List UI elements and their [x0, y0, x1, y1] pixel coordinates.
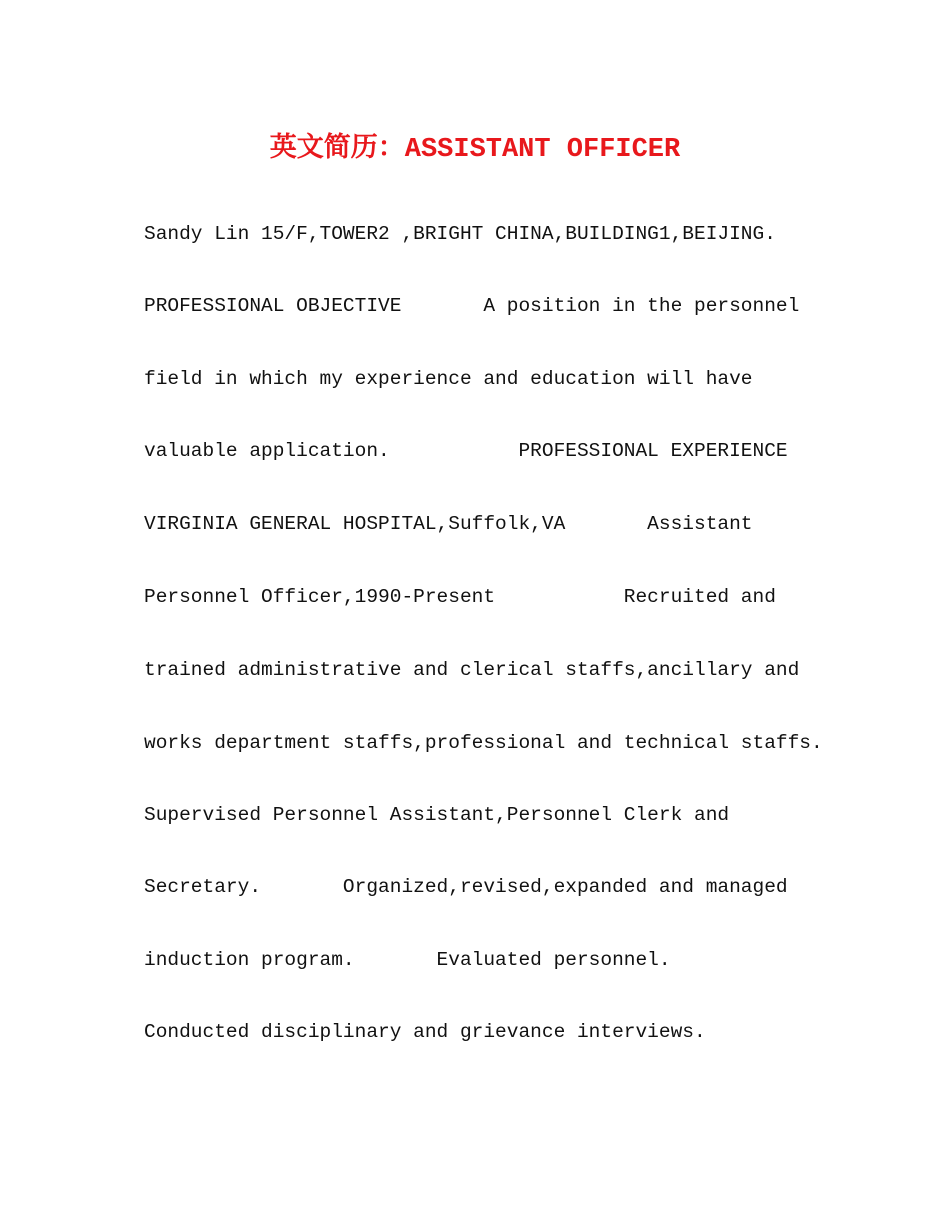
body-line-employer: VIRGINIA GENERAL HOSPITAL,Suffolk,VA Assistant — [144, 513, 753, 535]
body-line-position: Personnel Officer,1990-Present Recruited and — [144, 586, 776, 608]
body-line: induction program. Evaluated personnel. — [144, 949, 671, 971]
title-chinese: 英文简历： — [269, 132, 405, 163]
title-english: ASSISTANT OFFICER — [404, 135, 681, 165]
body-line: Conducted disciplinary and grievance interviews. — [144, 1021, 706, 1043]
body-line: valuable application. PROFESSIONAL EXPERIENCE — [144, 440, 788, 462]
body-line: Secretary. Organized,revised,expanded and managed — [144, 876, 788, 898]
body-line: trained administrative and clerical staffs,ancillary and — [144, 659, 800, 681]
page-title — [0, 130, 950, 168]
body-line: Supervised Personnel Assistant,Personnel Clerk and — [144, 804, 730, 826]
body-line-contact: Sandy Lin 15/F,TOWER2 ,BRIGHT CHINA,BUILDING1,BEIJING. — [144, 223, 776, 245]
body-line-objective: PROFESSIONAL OBJECTIVE A position in the personnel — [144, 295, 800, 317]
body-line: works department staffs,professional and technical staffs. — [144, 732, 823, 754]
body-line: field in which my experience and education will have — [144, 368, 753, 390]
